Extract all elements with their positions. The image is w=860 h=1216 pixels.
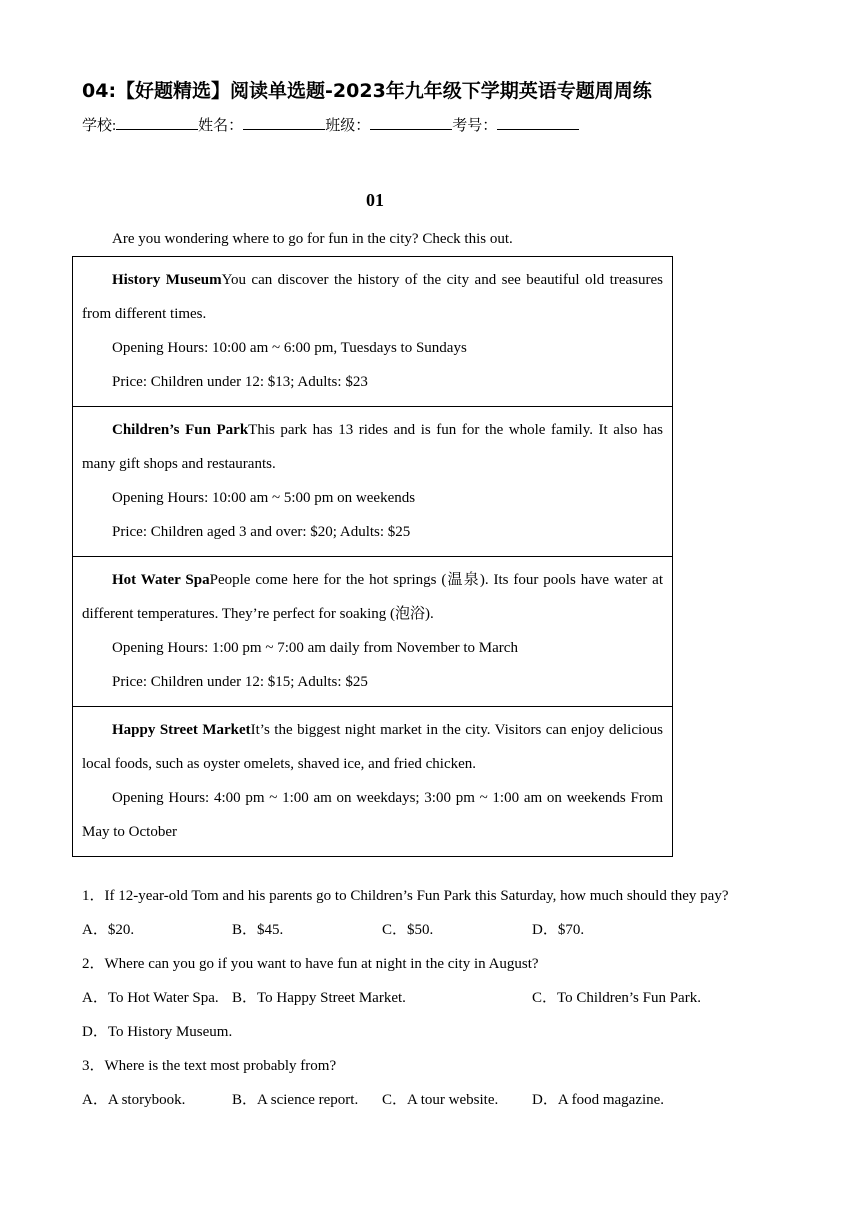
passage-intro: Are you wondering where to go for fun in the city? Check this out.	[112, 231, 513, 247]
question-1-option-a[interactable]: A．$20.	[82, 922, 135, 938]
name-blank[interactable]	[243, 115, 325, 130]
question-1-option-c[interactable]: C．$50.	[382, 922, 434, 938]
places-table	[72, 256, 673, 857]
place-name: Hot Water Spa	[112, 572, 210, 588]
question-2-option-c[interactable]: C．To Children’s Fun Park.	[532, 990, 701, 1006]
question-2-option-b[interactable]: B．To Happy Street Market.	[232, 990, 406, 1006]
question-1-option-b[interactable]: B．$45.	[232, 922, 284, 938]
place-hours: Opening Hours: 10:00 am ~ 5:00 pm on weekends	[112, 490, 416, 506]
student-info-line	[82, 114, 579, 135]
place-price: Price: Children under 12: $15; Adults: $25	[112, 674, 368, 690]
place-cell-happy-street-market	[73, 707, 673, 857]
table-row	[73, 407, 673, 557]
place-name: History Museum	[112, 272, 222, 288]
place-hours: Opening Hours: 1:00 pm ~ 7:00 am daily from November to March	[112, 640, 518, 656]
place-price: Price: Children aged 3 and over: $20; Adults: $25	[112, 524, 411, 540]
question-3-option-b[interactable]: B．A science report.	[232, 1092, 359, 1108]
section-number: 01	[366, 190, 384, 210]
place-name: Happy Street Market	[112, 722, 251, 738]
place-cell-childrens-fun-park	[73, 407, 673, 557]
question-2-option-a[interactable]: A．To Hot Water Spa.	[82, 990, 219, 1006]
place-name: Children’s Fun Park	[112, 422, 249, 438]
table-row	[73, 557, 673, 707]
question-3-option-a[interactable]: A．A storybook.	[82, 1092, 186, 1108]
place-cell-history-museum	[73, 257, 673, 407]
place-hours: Opening Hours: 4:00 pm ~ 1:00 am on weekdays; 3:00 pm ~ 1:00 am on weekends From May to October	[82, 790, 663, 840]
place-description: This park has 13 rides and is fun for the whole family. It also has many gift shops and restaurants.	[82, 422, 663, 472]
exam-number-label: 考号：	[452, 118, 498, 134]
question-1-stem: 1．If 12-year-old Tom and his parents go to Children’s Fun Park this Saturday, how much should they pay?	[82, 888, 729, 904]
table-row	[73, 707, 673, 857]
question-3-option-d[interactable]: D．A food magazine.	[532, 1092, 665, 1108]
question-2-stem: 2．Where can you go if you want to have fun at night in the city in August?	[82, 956, 539, 972]
school-blank[interactable]	[116, 115, 198, 130]
class-label: 班级：	[325, 118, 371, 134]
question-2-option-d[interactable]: D．To History Museum.	[82, 1024, 233, 1040]
school-label: 学校:	[82, 118, 117, 134]
exam-number-blank[interactable]	[497, 115, 579, 130]
question-1-option-d[interactable]: D．$70.	[532, 922, 585, 938]
class-blank[interactable]	[370, 115, 452, 130]
place-description: People come here for the hot springs (温泉). Its four pools have water at different temperatures. They’re perfect for soaking (泡浴).	[82, 572, 663, 622]
page-title: 04:【好题精选】阅读单选题-2023年九年级下学期英语专题周周练	[82, 80, 652, 102]
place-description: It’s the biggest night market in the city. Visitors can enjoy delicious local foods, such as oyster omelets, shaved ice, and fried chicken.	[82, 722, 663, 772]
place-description: You can discover the history of the city and see beautiful old treasures from different times.	[82, 272, 663, 322]
name-label: 姓名：	[198, 118, 244, 134]
question-3-option-c[interactable]: C．A tour website.	[382, 1092, 499, 1108]
question-3-stem: 3．Where is the text most probably from?	[82, 1058, 337, 1074]
table-row	[73, 257, 673, 407]
place-price: Price: Children under 12: $13; Adults: $23	[112, 374, 368, 390]
place-hours: Opening Hours: 10:00 am ~ 6:00 pm, Tuesdays to Sundays	[112, 340, 467, 356]
place-cell-hot-water-spa	[73, 557, 673, 707]
